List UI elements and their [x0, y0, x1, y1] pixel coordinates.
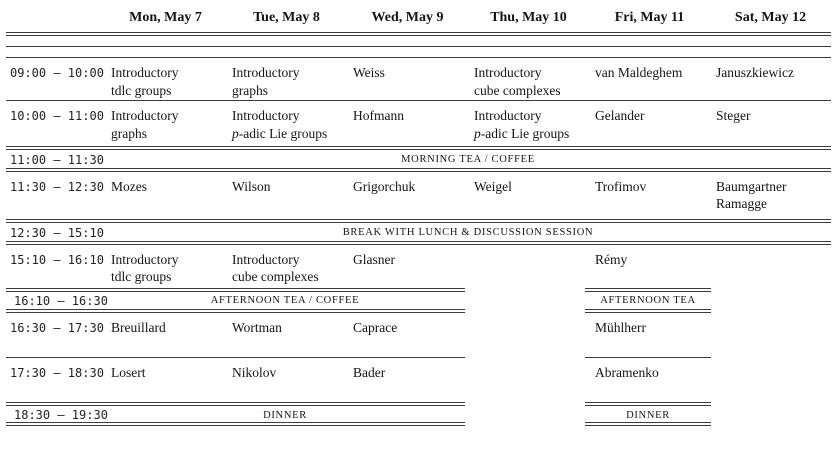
row-divider: [6, 357, 831, 358]
session-line: Introductory: [111, 65, 179, 80]
session-line: Gelander: [595, 108, 645, 123]
header-row: [6, 0, 831, 32]
schedule-row: [6, 101, 831, 146]
session-line: Hofmann: [353, 108, 404, 123]
session-cell: [589, 172, 710, 219]
session-line: Losert: [111, 364, 146, 380]
session-cell: [468, 101, 589, 146]
session-line: Introductory: [232, 251, 300, 267]
time-label: 18:30 – 19:30: [14, 408, 108, 422]
divider-friday-segment: [585, 357, 711, 358]
divider-left-segment: [6, 422, 465, 426]
session-line: Mozes: [111, 178, 147, 194]
session-cell: [347, 101, 468, 146]
session-line: Mühlherr: [595, 319, 646, 335]
session-cell: [226, 313, 347, 357]
session-line: Grigorchuk: [353, 178, 416, 194]
banner-row: [6, 150, 831, 168]
banner-label: AFTERNOON TEA: [600, 295, 696, 306]
session-line: Introductory: [111, 108, 179, 123]
schedule-row: [6, 58, 831, 100]
session-line: Wortman: [232, 319, 282, 335]
session-line: graphs: [111, 125, 147, 141]
time-label: 16:30 – 17:30: [10, 320, 104, 335]
time-label: 11:30 – 12:30: [10, 179, 104, 194]
column-header: Wed, May 9: [371, 10, 444, 25]
column-header: Thu, May 10: [490, 10, 567, 25]
time-column-header: [6, 0, 105, 32]
session-cell: [589, 245, 710, 288]
time-label: 10:00 – 11:00: [10, 109, 104, 123]
session-cell: [468, 58, 589, 100]
banner-label: MORNING TEA / COFFEE: [401, 153, 535, 165]
session-line: Januszkiewicz: [716, 65, 794, 80]
session-line: Nikolov: [232, 364, 277, 380]
session-line: cube complexes: [474, 82, 561, 98]
session-line: Introductory: [474, 65, 542, 80]
session-cell: [589, 358, 710, 403]
divider-left-segment: [6, 357, 465, 358]
banner-label: DINNER: [626, 409, 670, 421]
session-line: Ramagge: [716, 196, 767, 211]
session-cell: [347, 172, 468, 219]
session-cell: [468, 313, 589, 357]
session-cell: [105, 358, 226, 403]
session-line: Introductory: [111, 251, 179, 267]
schedule-row: [6, 313, 831, 357]
spacer: [6, 36, 831, 46]
session-cell: [589, 58, 710, 100]
time-label: 15:10 – 16:10: [10, 252, 104, 267]
session-line: Breuillard: [111, 319, 166, 335]
session-cell: [710, 313, 831, 357]
row-divider: [6, 422, 831, 426]
session-line: Wilson: [232, 178, 271, 194]
session-cell: [347, 313, 468, 357]
spacer: [6, 47, 831, 57]
session-cell: [226, 101, 347, 146]
session-line: tdlc groups: [111, 269, 172, 284]
session-line: Weigel: [474, 178, 512, 194]
session-cell: [589, 313, 710, 357]
session-line: Trofimov: [595, 178, 647, 194]
session-line: Caprace: [353, 319, 398, 335]
divider-friday-segment: [585, 309, 711, 313]
banner-row: [6, 406, 831, 422]
session-cell: [347, 245, 468, 288]
session-cell: [105, 172, 226, 219]
session-cell: [226, 172, 347, 219]
session-line: Introductory: [232, 108, 300, 123]
session-line: Glasner: [353, 251, 395, 267]
column-header: Mon, May 7: [129, 10, 202, 25]
session-cell: [105, 313, 226, 357]
banner-label: AFTERNOON TEA / COFFEE: [210, 295, 360, 306]
session-line: Baumgartner: [716, 178, 787, 194]
session-cell: [226, 58, 347, 100]
schedule-table: [6, 0, 831, 426]
session-cell: [710, 245, 831, 288]
session-cell: [468, 245, 589, 288]
session-cell: [226, 358, 347, 403]
session-cell: [347, 358, 468, 403]
session-cell: [589, 101, 710, 146]
session-line: Abramenko: [595, 364, 659, 380]
time-label: 09:00 – 10:00: [10, 66, 104, 80]
banner-label: BREAK WITH LUNCH & DISCUSSION SESSION: [342, 226, 594, 238]
session-cell: [710, 358, 831, 403]
time-label: 17:30 – 18:30: [10, 365, 104, 380]
session-line: Bader: [353, 364, 386, 380]
banner-row: [6, 292, 831, 309]
session-cell: [105, 245, 226, 288]
session-line: cube complexes: [232, 269, 319, 284]
session-line: Introductory: [474, 108, 542, 123]
time-label: 11:00 – 11:30: [10, 152, 104, 167]
session-line: p-adic Lie groups: [232, 125, 328, 141]
banner-row: [6, 223, 831, 241]
schedule-row: [6, 172, 831, 219]
column-header: Tue, May 8: [253, 10, 320, 25]
schedule-row: [6, 358, 831, 403]
session-line: tdlc groups: [111, 82, 172, 98]
schedule-row: [6, 245, 831, 288]
session-line: p-adic Lie groups: [474, 125, 570, 141]
time-label: 12:30 – 15:10: [10, 225, 104, 240]
session-cell: [468, 358, 589, 403]
session-cell: [468, 172, 589, 219]
session-cell: [710, 101, 831, 146]
session-line: graphs: [232, 82, 268, 98]
time-label: 16:10 – 16:30: [14, 293, 108, 308]
session-line: Introductory: [232, 65, 300, 80]
session-cell: [347, 58, 468, 100]
session-line: Steger: [716, 108, 751, 123]
session-line: Rémy: [595, 251, 628, 267]
column-header: Fri, May 11: [614, 10, 685, 25]
session-cell: [105, 58, 226, 100]
session-line: van Maldeghem: [595, 65, 683, 80]
column-header: Sat, May 12: [734, 10, 807, 25]
session-line: Weiss: [353, 65, 385, 80]
session-cell: [105, 101, 226, 146]
session-cell: [710, 58, 831, 100]
divider-left-segment: [6, 309, 465, 313]
row-divider: [6, 309, 831, 313]
session-cell: [710, 172, 831, 219]
session-cell: [226, 245, 347, 288]
divider-friday-segment: [585, 422, 711, 426]
banner-label: DINNER: [263, 409, 307, 421]
